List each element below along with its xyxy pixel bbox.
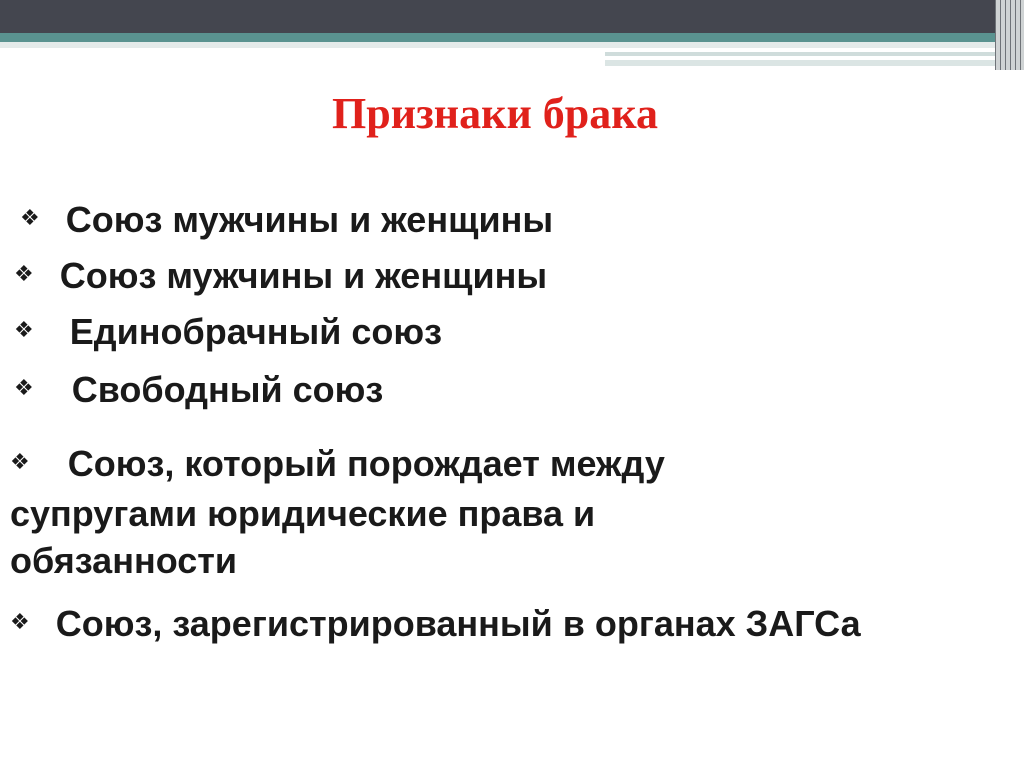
bullet-item: [20, 196, 980, 246]
diamond-bullet-icon: ❖: [10, 449, 30, 475]
header-accent-bar: [605, 52, 1000, 56]
bullet-item: [10, 440, 810, 584]
diamond-bullet-icon: ❖: [14, 317, 34, 343]
bullet-item: [10, 600, 900, 650]
bullet-text: Союз, зарегистрированный в органах ЗАГСа: [55, 603, 861, 644]
bullet-text: Союз мужчины и женщины: [59, 255, 548, 296]
header-edge-lines: [995, 0, 1024, 70]
bullet-text: Свободный союз: [71, 369, 384, 410]
bullet-text: Союз мужчины и женщины: [65, 199, 554, 240]
bullet-item: [14, 308, 974, 358]
diamond-bullet-icon: ❖: [14, 375, 34, 401]
diamond-bullet-icon: ❖: [10, 609, 30, 635]
bullet-text: Единобрачный союз: [69, 311, 442, 352]
header-teal-bar: [0, 33, 1024, 42]
header-dark-bar: [0, 0, 1024, 33]
bullet-text: Союз, который порождает между супругами юридические права и обязанности: [10, 443, 665, 581]
header-light-bar: [0, 42, 1000, 48]
bullet-item: [14, 252, 974, 302]
header-accent-bar-2: [605, 60, 1000, 66]
bullet-item: [14, 366, 974, 416]
diamond-bullet-icon: ❖: [20, 205, 40, 231]
slide-title: Признаки брака: [332, 89, 658, 138]
diamond-bullet-icon: ❖: [14, 261, 34, 287]
